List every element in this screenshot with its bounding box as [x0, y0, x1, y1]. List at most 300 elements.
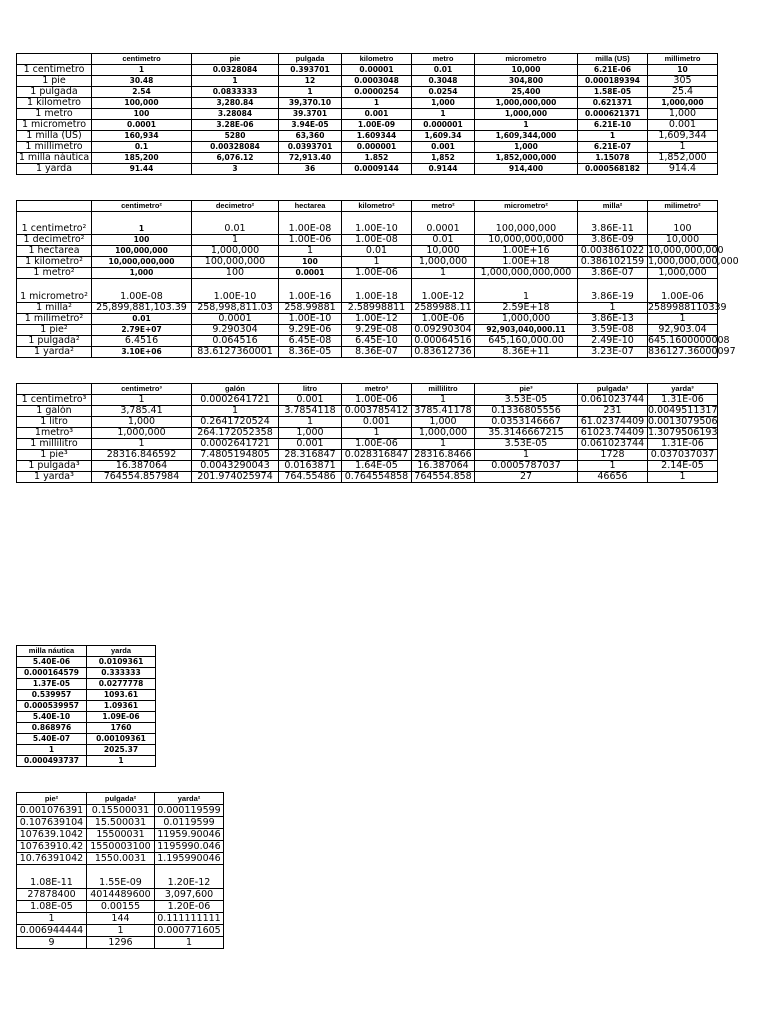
- table-cell: 10,000: [648, 235, 718, 246]
- table-cell: 1.09361: [87, 701, 156, 712]
- table-cell: 1,000,000: [475, 314, 578, 325]
- table-cell: 3.86E-09: [578, 235, 648, 246]
- table-cell: 3,785.41: [92, 406, 192, 417]
- table-row: [17, 268, 718, 279]
- table-row: [17, 395, 718, 406]
- table-cell: 10,000: [412, 246, 475, 257]
- table-cell: 0.000001: [342, 142, 412, 153]
- table-cell: 16.387064: [92, 461, 192, 472]
- table-cell: 3.94E-05: [279, 120, 342, 131]
- table-cell: 1,609.34: [412, 131, 475, 142]
- table-cell: 3.23E-07: [578, 347, 648, 358]
- table-cell: 1.00E-12: [412, 279, 475, 303]
- table-row: [17, 829, 224, 841]
- table-cell: 836127.36000097: [648, 346, 736, 357]
- table-cell: 1.20E-12: [155, 865, 224, 889]
- table-cell: 0.09290304: [412, 325, 475, 336]
- table-row: [17, 235, 718, 246]
- table-cell: 1.00E-06: [412, 314, 475, 325]
- column-header: milimetro²: [648, 201, 718, 212]
- table-cell: 1,000,000,000,000: [648, 256, 739, 267]
- row-label: 1 pulgada²: [17, 336, 92, 347]
- table-cell: 1.00E-08: [279, 212, 342, 235]
- column-header: pulgada: [279, 54, 342, 65]
- table-cell: 1: [342, 428, 412, 439]
- header-row: [17, 384, 718, 395]
- table-row: [17, 712, 156, 723]
- column-header: micrometro: [475, 54, 578, 65]
- table-cell: 144: [87, 913, 155, 925]
- table-cell: 1.852: [342, 153, 412, 164]
- table-cell: 0.01: [412, 235, 475, 246]
- table-cell: 92,903.04: [648, 325, 718, 336]
- table-cell: 0.0002641721: [192, 395, 279, 406]
- table-row: [17, 865, 224, 889]
- table-cell: 1.31E-06: [648, 395, 718, 406]
- table-cell: 15.500031: [87, 817, 155, 829]
- table-cell: 0.000493737: [17, 756, 87, 767]
- table-cell: 1.195990046: [155, 853, 224, 865]
- row-label: 1 centimetro³: [17, 395, 92, 406]
- column-header: [17, 54, 92, 65]
- row-label: 1 metro: [17, 109, 92, 120]
- header-row: [17, 54, 718, 65]
- table-cell: 1.09E-06: [87, 712, 156, 723]
- table-cell: 0.037037037: [648, 450, 718, 461]
- table-cell: 1.15078: [578, 153, 648, 164]
- table-cell: 10.76391042: [17, 853, 87, 865]
- table-cell: 1.00E-06: [342, 439, 412, 450]
- table-cell: 3,280.84: [192, 98, 279, 109]
- table-cell: 3785.41178: [412, 406, 475, 417]
- table-cell: 1: [648, 142, 718, 153]
- column-header: milla náutica: [17, 646, 87, 657]
- table-cell: 10763910.42: [17, 841, 87, 853]
- table-cell: 1,609,344: [648, 131, 718, 142]
- length-conversion-table: [16, 53, 718, 175]
- table-row: [17, 314, 718, 325]
- table-cell: 0.0353146667: [475, 417, 578, 428]
- table-row: [17, 76, 718, 87]
- table-row: [17, 817, 224, 829]
- table-cell: 1,000,000,000: [475, 98, 578, 109]
- table-cell: 1.00E-10: [342, 212, 412, 235]
- table-row: [17, 164, 718, 175]
- table-cell: 1: [155, 937, 224, 949]
- column-header: [17, 201, 92, 212]
- table-cell: 1,000: [412, 98, 475, 109]
- table-cell: 6.45E-08: [279, 336, 342, 347]
- header-row: [17, 646, 156, 657]
- table-cell: 764554.857984: [92, 472, 192, 483]
- table-cell: 0.0009144: [342, 164, 412, 175]
- table-cell: 100,000: [92, 98, 192, 109]
- table-cell: 1: [92, 65, 192, 76]
- table-cell: 11959.90046: [155, 829, 224, 841]
- column-header: decimetro²: [192, 201, 279, 212]
- table-cell: 3.59E-08: [578, 325, 648, 336]
- table-cell: 0.539957: [17, 690, 87, 701]
- table-cell: 1,000,000: [92, 428, 192, 439]
- table-cell: 2.79E+07: [92, 325, 192, 336]
- table-row: [17, 120, 718, 131]
- table-cell: 1: [192, 76, 279, 87]
- table-cell: 100,000,000: [475, 212, 578, 235]
- table-cell: 1: [412, 109, 475, 120]
- row-label: 1 metro²: [17, 268, 92, 279]
- table-cell: 0.1: [92, 142, 192, 153]
- table-cell: 7.4805194805: [192, 450, 279, 461]
- table-cell: 0.0277778: [87, 679, 156, 690]
- table-cell: 1.00E+18: [475, 257, 578, 268]
- table-row: [17, 701, 156, 712]
- row-label: 1 millimetro: [17, 142, 92, 153]
- row-label: 1 yarda: [17, 164, 92, 175]
- table-cell: 160,934: [92, 131, 192, 142]
- table-cell: 39,370.10: [279, 98, 342, 109]
- table-cell: 1.00E-10: [192, 279, 279, 303]
- table-cell: 9.290304: [192, 325, 279, 336]
- table-cell: 0.0002641721: [192, 439, 279, 450]
- table-cell: 100: [648, 212, 718, 235]
- table-cell: 0.9144: [412, 164, 475, 175]
- table-cell: 6.4516: [92, 336, 192, 347]
- table-cell: 10: [648, 65, 718, 76]
- column-header: pie: [192, 54, 279, 65]
- table-cell: 12: [279, 76, 342, 87]
- table-cell: 0.003861022: [578, 246, 648, 257]
- table-cell: 100,000,000: [192, 257, 279, 268]
- row-label: 1metro³: [17, 428, 92, 439]
- table-cell: 0.0328084: [192, 65, 279, 76]
- table-row: [17, 347, 718, 358]
- column-header: milla²: [578, 201, 648, 212]
- table-cell: 9.29E-06: [279, 325, 342, 336]
- table-cell: 1.00E-08: [342, 235, 412, 246]
- table-cell: 258.99881: [279, 303, 342, 314]
- table-cell: 0.061023744: [578, 395, 648, 406]
- table-cell: 1,000: [412, 417, 475, 428]
- table-row: [17, 336, 718, 347]
- table-cell: 1.609344: [342, 131, 412, 142]
- table-cell: 0.001: [279, 395, 342, 406]
- table-cell: 8.36E-05: [279, 347, 342, 358]
- table-row: [17, 668, 156, 679]
- table-cell: 6.45E-10: [342, 336, 412, 347]
- table-cell: 1.00E-06: [648, 279, 718, 303]
- table-cell: 0.0003048: [342, 76, 412, 87]
- row-label: 1 milla²: [17, 303, 92, 314]
- table-cell: 0.0119599: [155, 817, 224, 829]
- table-cell: 0.83612736: [412, 347, 475, 358]
- table-cell: 1.00E-18: [342, 279, 412, 303]
- table-cell: 0.001: [342, 417, 412, 428]
- table-cell: 27878400: [17, 889, 87, 901]
- table-cell: 1,000: [475, 142, 578, 153]
- table-cell: 0.0049511317: [648, 405, 718, 416]
- table-cell: 0.0000254: [342, 87, 412, 98]
- table-cell: 3.86E-11: [578, 212, 648, 235]
- table-cell: 83.6127360001: [192, 347, 279, 358]
- column-header: galón: [192, 384, 279, 395]
- table-cell: 3.28E-06: [192, 120, 279, 131]
- column-header: yarda: [87, 646, 156, 657]
- table-cell: 1728: [578, 450, 648, 461]
- table-cell: 0.028316847: [342, 450, 412, 461]
- row-label: 1 pie³: [17, 450, 92, 461]
- table-cell: 0.0001: [192, 314, 279, 325]
- table-row: [17, 87, 718, 98]
- table-cell: 0.000621371: [578, 109, 648, 120]
- table-cell: 1: [87, 756, 156, 767]
- table-cell: 0.000189394: [578, 76, 648, 87]
- table-row: [17, 841, 224, 853]
- table-cell: 9.29E-08: [342, 325, 412, 336]
- table-cell: 1,000,000,000,000: [475, 268, 578, 279]
- row-label: 1 pie²: [17, 325, 92, 336]
- table-cell: 1: [92, 395, 192, 406]
- table-cell: 1: [342, 257, 412, 268]
- table-row: [17, 679, 156, 690]
- table-cell: 185,200: [92, 153, 192, 164]
- table-cell: 1.64E-05: [342, 461, 412, 472]
- table-cell: 6,076.12: [192, 153, 279, 164]
- table-cell: 0.00155: [87, 901, 155, 913]
- table-cell: 1.00E-16: [279, 279, 342, 303]
- table-cell: 0.764554858: [342, 472, 412, 483]
- table-row: [17, 303, 718, 314]
- table-cell: 0.393701: [279, 65, 342, 76]
- table-cell: 201.974025974: [192, 472, 279, 483]
- table-cell: 1: [648, 314, 718, 325]
- table-cell: 1.00E-09: [342, 120, 412, 131]
- column-header: pulgada³: [578, 384, 648, 395]
- table-cell: 3.10E+06: [92, 347, 192, 358]
- table-cell: 1.08E-11: [17, 865, 87, 889]
- table-cell: 107639.1042: [17, 829, 87, 841]
- table-cell: 0.01: [92, 314, 192, 325]
- row-label: 1 centimetro²: [17, 212, 92, 235]
- table-cell: 0.1336805556: [475, 406, 578, 417]
- table-cell: 10,000,000,000: [475, 235, 578, 246]
- header-row: [17, 793, 224, 805]
- column-header: kilometro: [342, 54, 412, 65]
- table-cell: 764.55486: [279, 472, 342, 483]
- row-label: 1 kilometro²: [17, 257, 92, 268]
- table-cell: 1: [87, 925, 155, 937]
- table-cell: 1: [475, 450, 578, 461]
- table-row: [17, 723, 156, 734]
- table-cell: 1,852,000: [648, 153, 718, 164]
- table-cell: 0.0254: [412, 87, 475, 98]
- column-header: litro: [279, 384, 342, 395]
- table-cell: 100: [92, 109, 192, 120]
- table-cell: 100,000,000: [92, 246, 192, 257]
- table-cell: 1550003100: [87, 841, 155, 853]
- area-conversion-table: [16, 200, 739, 358]
- table-cell: 0.0833333: [192, 87, 279, 98]
- table-cell: 0.001: [342, 109, 412, 120]
- row-label: 1 micrometro: [17, 120, 92, 131]
- table-cell: 3,097,600: [155, 889, 224, 901]
- table-row: [17, 734, 156, 745]
- table-row: [17, 889, 224, 901]
- table-cell: 2.58998811: [342, 303, 412, 314]
- table-cell: 1: [578, 131, 648, 142]
- table-cell: 1: [92, 212, 192, 235]
- table-cell: 0.0109361: [87, 657, 156, 668]
- nautical-mile-yard-table: [16, 645, 156, 767]
- table-cell: 46656: [578, 472, 648, 483]
- table-cell: 0.01: [342, 246, 412, 257]
- table-row: [17, 913, 224, 925]
- table-cell: 2025.37: [87, 745, 156, 756]
- table-row: [17, 406, 718, 417]
- table-cell: 0.0005787037: [475, 461, 578, 472]
- table-cell: 1.08E-05: [17, 901, 87, 913]
- table-cell: 1: [192, 235, 279, 246]
- table-cell: 1,000,000: [192, 246, 279, 257]
- column-header: metro³: [342, 384, 412, 395]
- table-cell: 1,000,000: [648, 98, 718, 109]
- row-label: 1 millilitro: [17, 439, 92, 450]
- table-cell: 1: [279, 417, 342, 428]
- row-label: 1 kilometro: [17, 98, 92, 109]
- table-cell: 1: [17, 745, 87, 756]
- table-row: [17, 153, 718, 164]
- table-row: [17, 925, 224, 937]
- table-cell: 10,000,000,000: [92, 257, 192, 268]
- table-cell: 1.58E-05: [578, 87, 648, 98]
- header-row: [17, 201, 718, 212]
- column-header: hectarea: [279, 201, 342, 212]
- table-cell: 1760: [87, 723, 156, 734]
- table-row: [17, 257, 718, 268]
- table-cell: 1,852: [412, 153, 475, 164]
- table-row: [17, 472, 718, 483]
- table-row: [17, 212, 718, 235]
- table-cell: 1: [648, 472, 718, 483]
- column-header: micrometro²: [475, 201, 578, 212]
- table-row: [17, 439, 718, 450]
- table-cell: 1296: [87, 937, 155, 949]
- table-cell: 1.00E-06: [342, 268, 412, 279]
- table-cell: 304,800: [475, 76, 578, 87]
- table-cell: 61023.74409: [578, 428, 648, 439]
- table-cell: 914.4: [648, 164, 718, 175]
- table-row: [17, 109, 718, 120]
- table-cell: 1.00E-08: [92, 279, 192, 303]
- table-cell: 1,609,344,000: [475, 131, 578, 142]
- column-header: yarda³: [648, 384, 718, 395]
- table-cell: 1.20E-06: [155, 901, 224, 913]
- row-label: 1 decimetro²: [17, 235, 92, 246]
- table-cell: 0.061023744: [578, 439, 648, 450]
- volume-conversion-table: [16, 383, 718, 483]
- table-cell: 9: [17, 937, 87, 949]
- table-cell: 1: [192, 406, 279, 417]
- row-label: 1 yarda³: [17, 472, 92, 483]
- table-cell: 3: [192, 164, 279, 175]
- table-cell: 0.0001: [412, 212, 475, 235]
- table-cell: 5.40E-06: [17, 657, 87, 668]
- column-header: metro²: [412, 201, 475, 212]
- table-cell: 0.064516: [192, 336, 279, 347]
- row-label: 1 micrometro²: [17, 279, 92, 303]
- table-cell: 5280: [192, 131, 279, 142]
- table-row: [17, 417, 718, 428]
- table-cell: 2589988110339: [648, 302, 727, 313]
- table-cell: 100: [92, 235, 192, 246]
- table-cell: 28.316847: [279, 450, 342, 461]
- table-cell: 0.0163871: [279, 461, 342, 472]
- table-cell: 0.0393701: [279, 142, 342, 153]
- table-row: [17, 131, 718, 142]
- table-row: [17, 98, 718, 109]
- table-cell: 1,000,000: [648, 268, 718, 279]
- table-cell: 1.00E-06: [279, 235, 342, 246]
- table-cell: 63,360: [279, 131, 342, 142]
- table-row: [17, 428, 718, 439]
- table-cell: 0.000164579: [17, 668, 87, 679]
- table-cell: 1.37E-05: [17, 679, 87, 690]
- row-label: 1 yarda²: [17, 347, 92, 358]
- table-cell: 0.3048: [412, 76, 475, 87]
- table-cell: 0.107639104: [17, 817, 87, 829]
- table-cell: 15500031: [87, 829, 155, 841]
- table-cell: 0.000771605: [155, 925, 224, 937]
- table-cell: 0.0043290043: [192, 461, 279, 472]
- table-cell: 1.55E-09: [87, 865, 155, 889]
- table-cell: 1,000,000: [475, 109, 578, 120]
- table-cell: 25,899,881,103.39: [92, 303, 192, 314]
- table-cell: 0.15500031: [87, 805, 155, 817]
- table-row: [17, 853, 224, 865]
- table-cell: 1,000: [279, 428, 342, 439]
- table-cell: 0.00001: [342, 65, 412, 76]
- row-label: 1 hectarea: [17, 246, 92, 257]
- table-cell: 0.001076391: [17, 805, 87, 817]
- table-cell: 0.000539957: [17, 701, 87, 712]
- column-header: milla (US): [578, 54, 648, 65]
- table-cell: 1: [412, 395, 475, 406]
- table-cell: 1550.0031: [87, 853, 155, 865]
- column-header: pie³: [475, 384, 578, 395]
- table-cell: 5.40E-10: [17, 712, 87, 723]
- table-cell: 914,400: [475, 164, 578, 175]
- table-cell: 61.02374409: [578, 417, 648, 428]
- table-cell: 1: [279, 246, 342, 257]
- column-header: metro: [412, 54, 475, 65]
- table-row: [17, 756, 156, 767]
- table-cell: 0.000568182: [578, 164, 648, 175]
- table-cell: 0.01: [412, 65, 475, 76]
- row-label: 1 galón: [17, 406, 92, 417]
- column-header: centimetro²: [92, 201, 192, 212]
- table-cell: 3.86E-19: [578, 279, 648, 303]
- table-cell: 92,903,040,000.11: [475, 325, 578, 336]
- column-header: centimetro: [92, 54, 192, 65]
- column-header: yarda²: [155, 793, 224, 805]
- table-cell: 764554.858: [412, 472, 475, 483]
- table-cell: 1: [342, 98, 412, 109]
- area-feet-inches-yards-table: [16, 792, 224, 949]
- table-cell: 0.00328084: [192, 142, 279, 153]
- table-cell: 1: [578, 461, 648, 472]
- row-label: 1 milimetro²: [17, 314, 92, 325]
- table-cell: 3.53E-05: [475, 439, 578, 450]
- table-cell: 231: [578, 406, 648, 417]
